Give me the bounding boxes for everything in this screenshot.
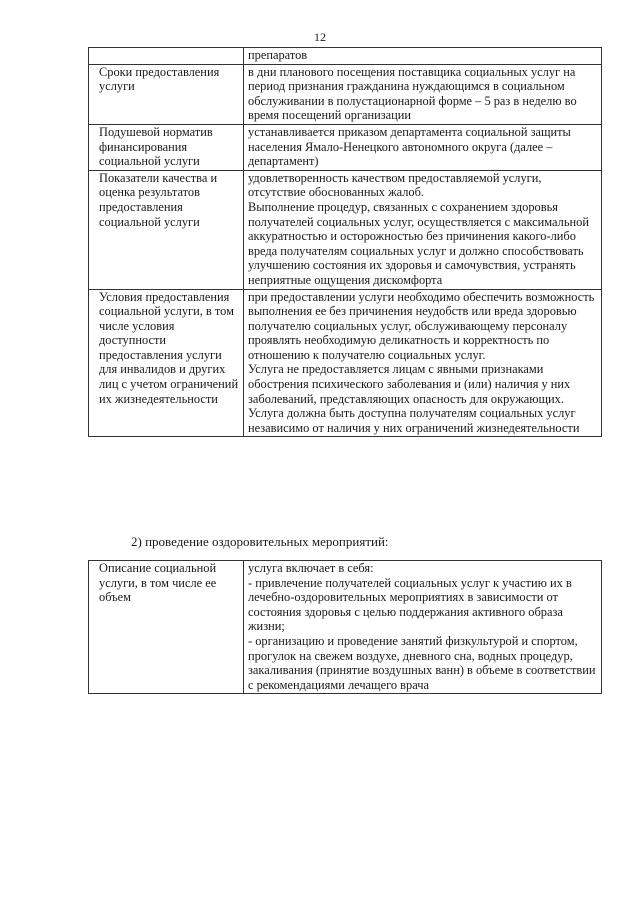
table-row (89, 48, 602, 65)
content-paragraph: - привлечение получателей социальных услуг к участию их в лечебно-оздоровительных мероприятиях в зависимости от состояния здоровья с целью поддержания активного образа жизни; (248, 575, 572, 634)
table-row (89, 64, 602, 124)
row-content (244, 64, 602, 124)
row-label: Подушевой норматив финансирования социальной услуги (89, 124, 244, 170)
content-paragraph: при предоставлении услуги необходимо обеспечить возможность выполнения ее без причинения неудобств или вреда здоровью получателю социальных услуг, обслуживающему персоналу проявлять необходимую деликатность и корректность по отношению к получателю социальных услуг. (248, 289, 595, 362)
table-row (89, 170, 602, 289)
row-content (244, 170, 602, 289)
row-content (244, 124, 602, 170)
content-paragraph: Услуга не предоставляется лицам с явными признаками обострения психического заболевания и (или) наличия у них заболеваний, представляющих опасность для окружающих. (248, 362, 571, 406)
content-paragraph: услуга включает в себя: (248, 561, 374, 575)
content-paragraph: Выполнение процедур, связанных с сохранением здоровья получателей социальных услуг, осуществляется с максимальной аккуратностью и осторожностью без причинения какого-либо вреда получателям социальных услуг и должно способствовать улучшению состояния их здоровья и самочувствия, устранять неприятные ощущения дискомфорта (248, 199, 589, 287)
row-label: Показатели качества и оценка результатов предоставления социальной услуги (89, 170, 244, 289)
service-terms-table (88, 47, 602, 437)
page-number: 12 (314, 30, 326, 44)
content-paragraph: устанавливается приказом департамента социальной защиты населения Ямало-Ненецкого автономного округа (далее – департамент) (248, 124, 571, 169)
table-row (89, 289, 602, 437)
table-row (89, 561, 602, 694)
section-heading: 2) проведение оздоровительных мероприятий: (131, 534, 389, 549)
row-content (244, 289, 602, 437)
service-description-table (88, 560, 602, 694)
row-label: Описание социальной услуги, в том числе ее объем (89, 561, 244, 694)
table-row (89, 124, 602, 170)
content-paragraph: Услуга должна быть доступна получателям социальных услуг независимо от наличия у них ограничений жизнедеятельности (248, 406, 580, 435)
content-paragraph: препаратов (248, 48, 308, 62)
row-label: Условия предоставления социальной услуги, в том числе условия доступности предоставления услуги для инвалидов и других лиц с учетом ограничений их жизнедеятельности (89, 289, 244, 437)
row-content (244, 561, 602, 694)
content-paragraph: - организацию и проведение занятий физкультурой и спортом, прогулок на свежем воздухе, дневного сна, водных процедур, закаливания (принятие воздушных ванн) в объеме в соответствии с рекомендациями лечащего врача (248, 633, 596, 692)
row-content (244, 48, 602, 65)
content-paragraph: удовлетворенность качеством предоставляемой услуги, отсутствие обоснованных жалоб. (248, 170, 542, 200)
row-label: Сроки предоставления услуги (89, 64, 244, 124)
row-label (89, 48, 244, 65)
content-paragraph: в дни планового посещения поставщика социальных услуг на период признания гражданина нуждающимся в социальном обслуживании в полустационарной форме – 5 раз в неделю во время посещений организации (248, 64, 577, 123)
